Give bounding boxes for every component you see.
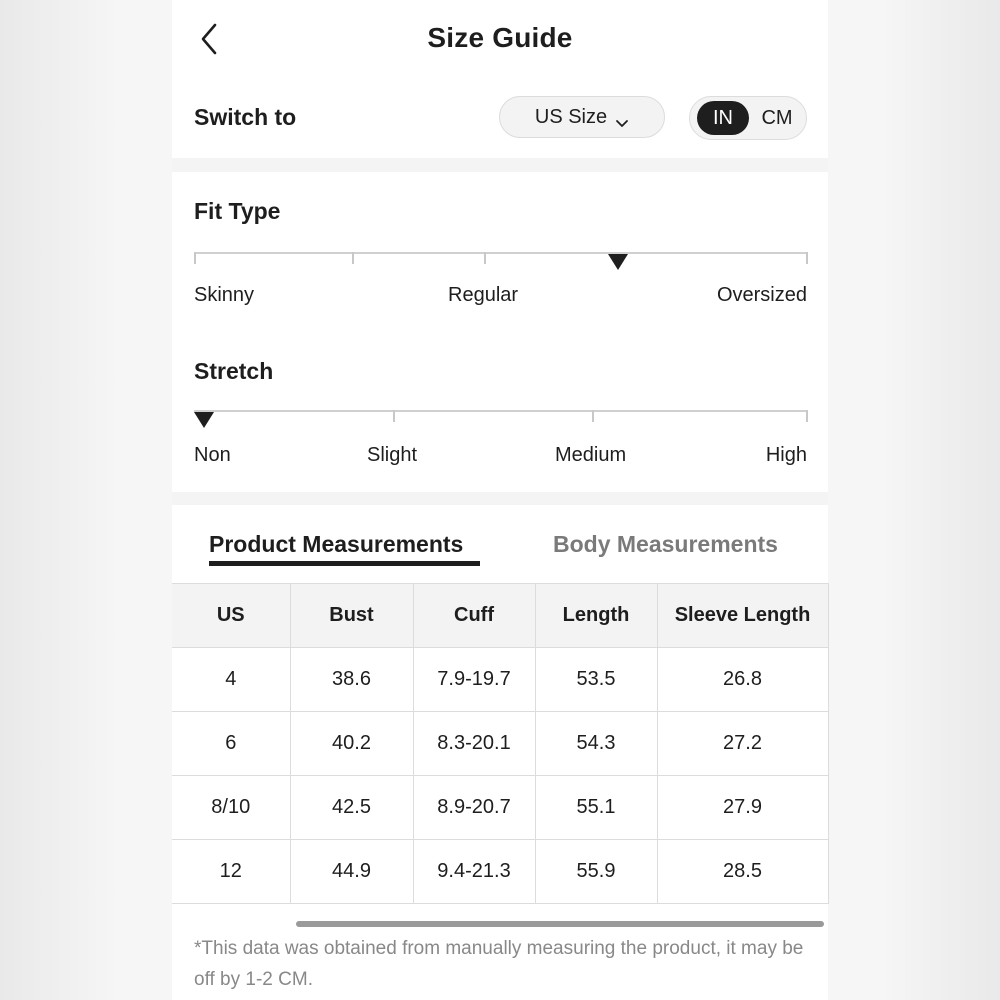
table-cell: 7.9-19.7: [413, 648, 535, 712]
unit-cm-option[interactable]: CM: [761, 107, 793, 129]
unit-in-option[interactable]: IN: [697, 101, 749, 135]
table-cell: 8.3-20.1: [413, 712, 535, 776]
stretch-title: Stretch: [194, 358, 274, 384]
table-cell: 9.4-21.3: [413, 840, 535, 904]
table-cell: 54.3: [535, 712, 657, 776]
size-guide-screen: [172, 0, 828, 1000]
switch-to-label: Switch to: [194, 104, 297, 130]
tab-product-measurements[interactable]: Product Measurements: [209, 531, 464, 557]
fit-label-oversized: Oversized: [716, 284, 807, 306]
table-cell: 8/10: [172, 776, 290, 840]
column-header-length: Length: [535, 584, 657, 648]
fit-type-tick: [484, 252, 486, 264]
stretch-track: [194, 410, 808, 412]
stretch-tick: [806, 410, 808, 422]
stretch-label-slight: Slight: [367, 444, 418, 466]
table-cell: 27.9: [657, 776, 828, 840]
table-cell: 6: [172, 712, 290, 776]
stretch-label-high: High: [765, 444, 807, 466]
size-system-value: US Size: [534, 105, 608, 128]
table-cell: 42.5: [290, 776, 413, 840]
table-cell: 4: [172, 648, 290, 712]
size-table: [172, 583, 829, 904]
table-cell: 12: [172, 840, 290, 904]
table-cell: 44.9: [290, 840, 413, 904]
table-row: [172, 776, 828, 840]
header-section: [172, 0, 828, 158]
fit-type-tick: [352, 252, 354, 264]
table-cell: 53.5: [535, 648, 657, 712]
table-cell: 27.2: [657, 712, 828, 776]
table-cell: 38.6: [290, 648, 413, 712]
fit-type-title: Fit Type: [194, 198, 281, 224]
column-header-sleeve-length: Sleeve Length: [657, 584, 828, 648]
column-header-us: US: [172, 584, 290, 648]
stretch-tick: [393, 410, 395, 422]
table-cell: 28.5: [657, 840, 828, 904]
fit-type-scale: [194, 252, 808, 264]
stretch-tick: [592, 410, 594, 422]
stretch-label-non: Non: [194, 444, 231, 466]
chevron-down-icon: [615, 112, 629, 122]
table-row: [172, 712, 828, 776]
tab-body-measurements[interactable]: Body Measurements: [553, 531, 778, 557]
table-header-row: [172, 584, 828, 648]
fit-type-marker: [608, 254, 628, 270]
table-row: [172, 648, 828, 712]
stretch-label-medium: Medium: [555, 444, 627, 466]
page-title: Size Guide: [427, 22, 573, 53]
column-header-cuff: Cuff: [413, 584, 535, 648]
fit-type-tick: [806, 252, 808, 264]
fit-section: [172, 172, 828, 492]
fit-type-track: [194, 252, 808, 254]
stretch-marker: [194, 412, 214, 428]
fit-label-regular: Regular: [448, 284, 519, 306]
table-cell: 26.8: [657, 648, 828, 712]
table-cell: 8.9-20.7: [413, 776, 535, 840]
table-cell: 40.2: [290, 712, 413, 776]
measurements-section: [172, 505, 828, 1000]
size-system-select[interactable]: [499, 96, 665, 138]
measurement-disclaimer: *This data was obtained from manually measuring the product, it may be off by 1-2 CM.: [194, 938, 804, 990]
table-row: [172, 840, 828, 904]
active-tab-indicator: [209, 561, 480, 566]
unit-toggle: [689, 96, 807, 140]
fit-label-skinny: Skinny: [194, 284, 255, 306]
table-cell: 55.9: [535, 840, 657, 904]
fit-type-tick: [194, 252, 196, 264]
column-header-bust: Bust: [290, 584, 413, 648]
table-cell: 55.1: [535, 776, 657, 840]
table-horizontal-scrollbar[interactable]: [296, 921, 824, 927]
stretch-scale: [194, 410, 808, 422]
